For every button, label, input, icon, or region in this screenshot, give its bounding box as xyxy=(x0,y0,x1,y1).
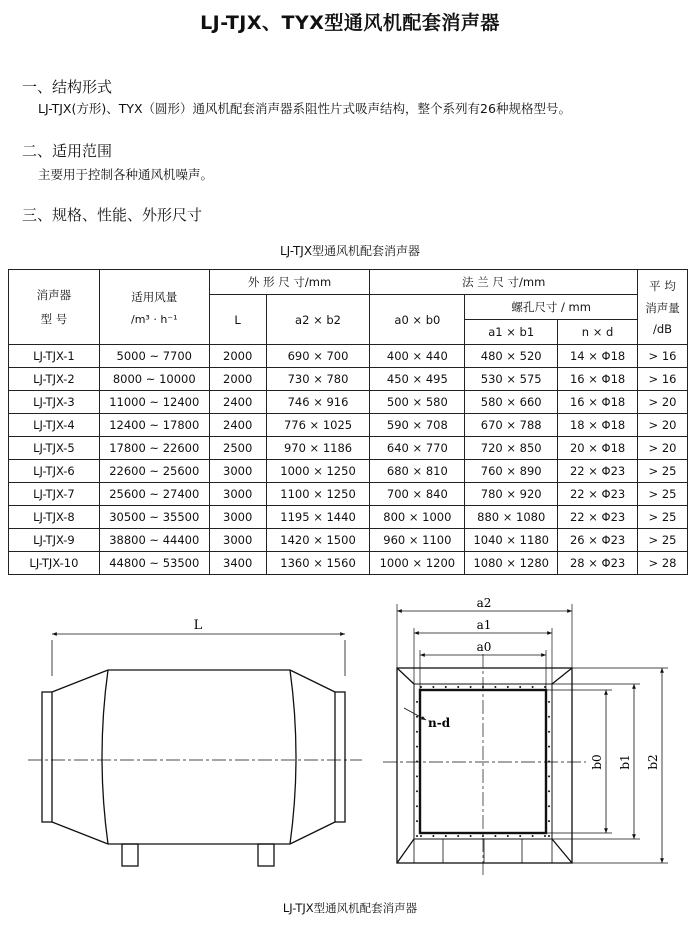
table-cell: 690 × 700 xyxy=(266,345,370,368)
spec-table xyxy=(8,269,688,575)
table-cell: 16 × Φ18 xyxy=(558,368,638,391)
bolt-hole xyxy=(548,805,550,807)
header-avg-line2: 消声量 xyxy=(645,301,680,315)
bolt-hole xyxy=(432,686,434,688)
bolt-hole xyxy=(507,835,509,837)
table-cell: 2500 xyxy=(209,437,266,460)
bolt-hole xyxy=(482,835,484,837)
table-cell: 800 × 1000 xyxy=(370,506,465,529)
table-cell: 400 × 440 xyxy=(370,345,465,368)
table-row xyxy=(9,437,688,460)
table-cell: 3000 xyxy=(209,506,266,529)
bolt-hole xyxy=(548,820,550,822)
table-cell: 3000 xyxy=(209,529,266,552)
table-cell: 720 × 850 xyxy=(465,437,558,460)
table-cell: LJ-TJX-1 xyxy=(9,345,100,368)
bolt-hole xyxy=(519,686,521,688)
table-caption: LJ-TJX型通风机配套消声器 xyxy=(279,244,421,258)
header-flange-size: 法 兰 尺 寸/mm xyxy=(370,270,638,295)
bolt-hole xyxy=(548,731,550,733)
table-cell: LJ-TJX-2 xyxy=(9,368,100,391)
table-cell: 12400 ~ 17800 xyxy=(99,414,209,437)
label-a1: a1 xyxy=(476,618,492,632)
table-row xyxy=(9,414,688,437)
label-L: L xyxy=(193,618,203,633)
table-cell: 3000 xyxy=(209,460,266,483)
table-row xyxy=(9,345,688,368)
bolt-hole xyxy=(416,746,418,748)
table-row xyxy=(9,483,688,506)
table-cell: 760 × 890 xyxy=(465,460,558,483)
bolt-hole xyxy=(416,805,418,807)
bolt-hole xyxy=(548,716,550,718)
table-cell: 530 × 575 xyxy=(465,368,558,391)
table-cell: 26 × Φ23 xyxy=(558,529,638,552)
table-cell: 1100 × 1250 xyxy=(266,483,370,506)
table-cell: 1000 × 1200 xyxy=(370,552,465,575)
table-cell: 30500 ~ 35500 xyxy=(99,506,209,529)
bolt-hole xyxy=(548,790,550,792)
bolt-hole xyxy=(548,761,550,763)
section-heading-structure: 一、结构形式 xyxy=(22,78,113,96)
section-text-structure: LJ-TJX(方形)、TYX（圆形）通风机配套消声器系阻性片式吸声结构，整个系列有26种规格型号。 xyxy=(38,101,571,116)
bolt-hole xyxy=(416,701,418,703)
table-cell: > 16 xyxy=(638,368,688,391)
table-cell: 670 × 788 xyxy=(465,414,558,437)
table-cell: LJ-TJX-4 xyxy=(9,414,100,437)
bolt-hole xyxy=(544,835,546,837)
bolt-hole xyxy=(416,761,418,763)
table-cell: 16 × Φ18 xyxy=(558,391,638,414)
table-cell: 25600 ~ 27400 xyxy=(99,483,209,506)
bolt-hole xyxy=(416,731,418,733)
table-cell: 20 × Φ18 xyxy=(558,437,638,460)
label-a2: a2 xyxy=(476,596,492,610)
table-cell: 18 × Φ18 xyxy=(558,414,638,437)
table-cell: 590 × 708 xyxy=(370,414,465,437)
table-row xyxy=(9,506,688,529)
drawing-caption: LJ-TJX型通风机配套消声器 xyxy=(282,901,418,915)
table-cell: LJ-TJX-5 xyxy=(9,437,100,460)
label-b0: b0 xyxy=(590,754,604,770)
table-cell: 2000 xyxy=(209,345,266,368)
table-cell: 776 × 1025 xyxy=(266,414,370,437)
table-cell: 580 × 660 xyxy=(465,391,558,414)
table-cell: LJ-TJX-8 xyxy=(9,506,100,529)
bolt-hole xyxy=(494,686,496,688)
bolt-hole xyxy=(416,716,418,718)
bolt-hole xyxy=(548,746,550,748)
bolt-hole xyxy=(420,835,422,837)
table-cell: LJ-TJX-10 xyxy=(9,552,100,575)
section-text-scope: 主要用于控制各种通风机噪声。 xyxy=(38,167,214,182)
bolt-hole xyxy=(445,835,447,837)
table-cell: 3000 xyxy=(209,483,266,506)
table-cell: > 25 xyxy=(638,529,688,552)
header-airflow-line2: /m³ · h⁻¹ xyxy=(131,312,178,326)
dimension-drawing xyxy=(0,596,700,896)
section-heading-specs: 三、规格、性能、外形尺寸 xyxy=(22,206,203,224)
table-cell: 38800 ~ 44400 xyxy=(99,529,209,552)
table-cell: LJ-TJX-9 xyxy=(9,529,100,552)
table-row xyxy=(9,368,688,391)
header-avg-line3: /dB xyxy=(652,322,673,336)
bolt-hole xyxy=(470,835,472,837)
table-cell: 1000 × 1250 xyxy=(266,460,370,483)
table-cell: 22600 ~ 25600 xyxy=(99,460,209,483)
header-avg-attenuation xyxy=(638,270,688,345)
table-cell: 1420 × 1500 xyxy=(266,529,370,552)
table-cell: 480 × 520 xyxy=(465,345,558,368)
table-cell: 970 × 1186 xyxy=(266,437,370,460)
table-cell: 2400 xyxy=(209,391,266,414)
bolt-hole xyxy=(482,686,484,688)
bolt-hole xyxy=(432,835,434,837)
header-model-line1: 消声器 xyxy=(36,288,72,302)
header-nd: n × d xyxy=(558,320,638,345)
table-cell: 640 × 770 xyxy=(370,437,465,460)
bolt-hole xyxy=(519,835,521,837)
table-cell: LJ-TJX-3 xyxy=(9,391,100,414)
bolt-hole xyxy=(532,835,534,837)
table-cell: 700 × 840 xyxy=(370,483,465,506)
bolt-hole xyxy=(420,686,422,688)
table-cell: 17800 ~ 22600 xyxy=(99,437,209,460)
bolt-hole xyxy=(470,686,472,688)
bolt-hole xyxy=(416,835,418,837)
bolt-hole xyxy=(544,686,546,688)
bolt-hole xyxy=(457,835,459,837)
label-b1: b1 xyxy=(618,754,632,770)
header-model xyxy=(9,270,100,345)
bolt-hole xyxy=(548,775,550,777)
table-cell: > 28 xyxy=(638,552,688,575)
table-cell: 450 × 495 xyxy=(370,368,465,391)
header-a0b0: a0 × b0 xyxy=(370,295,465,345)
table-cell: > 25 xyxy=(638,506,688,529)
table-cell: 28 × Φ23 xyxy=(558,552,638,575)
table-cell: > 20 xyxy=(638,414,688,437)
section-heading-scope: 二、适用范围 xyxy=(22,142,113,160)
label-b2: b2 xyxy=(646,754,660,770)
table-cell: 22 × Φ23 xyxy=(558,460,638,483)
table-cell: 8000 ~ 10000 xyxy=(99,368,209,391)
table-cell: 746 × 916 xyxy=(266,391,370,414)
bolt-hole xyxy=(532,686,534,688)
table-cell: 2400 xyxy=(209,414,266,437)
table-cell: 730 × 780 xyxy=(266,368,370,391)
table-cell: 3400 xyxy=(209,552,266,575)
table-cell: 22 × Φ23 xyxy=(558,483,638,506)
table-cell: LJ-TJX-6 xyxy=(9,460,100,483)
table-cell: > 20 xyxy=(638,391,688,414)
side-view xyxy=(28,634,362,866)
table-cell: 44800 ~ 53500 xyxy=(99,552,209,575)
bolt-hole xyxy=(507,686,509,688)
header-avg-line1: 平 均 xyxy=(649,279,676,293)
header-airflow-line1: 适用风量 xyxy=(131,289,178,304)
table-cell: 960 × 1100 xyxy=(370,529,465,552)
header-model-line2: 型 号 xyxy=(40,312,68,326)
table-cell: > 20 xyxy=(638,437,688,460)
bolt-hole xyxy=(548,701,550,703)
bolt-hole xyxy=(416,790,418,792)
table-cell: 780 × 920 xyxy=(465,483,558,506)
header-outer-size: 外 形 尺 寸/mm xyxy=(209,270,370,295)
page-title: LJ-TJX、TYX型通风机配套消声器 xyxy=(200,12,500,34)
table-cell: LJ-TJX-7 xyxy=(9,483,100,506)
table-cell: 1040 × 1180 xyxy=(465,529,558,552)
header-bolt-size: 螺孔尺寸 / mm xyxy=(465,295,638,320)
table-cell: 500 × 580 xyxy=(370,391,465,414)
table-row xyxy=(9,391,688,414)
table-cell: 22 × Φ23 xyxy=(558,506,638,529)
header-airflow xyxy=(99,270,209,345)
header-L: L xyxy=(209,295,266,345)
front-view xyxy=(383,604,668,878)
bolt-hole xyxy=(457,686,459,688)
label-a0: a0 xyxy=(476,640,492,654)
table-cell: 1360 × 1560 xyxy=(266,552,370,575)
bolt-hole xyxy=(494,835,496,837)
table-cell: 680 × 810 xyxy=(370,460,465,483)
bolt-hole xyxy=(445,686,447,688)
bolt-hole xyxy=(416,775,418,777)
table-cell: > 25 xyxy=(638,460,688,483)
bolt-hole xyxy=(416,820,418,822)
table-row xyxy=(9,529,688,552)
table-cell: 1080 × 1280 xyxy=(465,552,558,575)
table-row xyxy=(9,552,688,575)
bolt-hole xyxy=(548,835,550,837)
table-cell: 11000 ~ 12400 xyxy=(99,391,209,414)
header-a2b2: a2 × b2 xyxy=(266,295,370,345)
table-row xyxy=(9,460,688,483)
table-cell: 5000 ~ 7700 xyxy=(99,345,209,368)
table-cell: > 25 xyxy=(638,483,688,506)
table-cell: > 16 xyxy=(638,345,688,368)
table-cell: 2000 xyxy=(209,368,266,391)
header-a1b1: a1 × b1 xyxy=(465,320,558,345)
table-cell: 14 × Φ18 xyxy=(558,345,638,368)
table-cell: 1195 × 1440 xyxy=(266,506,370,529)
table-cell: 880 × 1080 xyxy=(465,506,558,529)
label-n-d: n-d xyxy=(428,716,451,730)
